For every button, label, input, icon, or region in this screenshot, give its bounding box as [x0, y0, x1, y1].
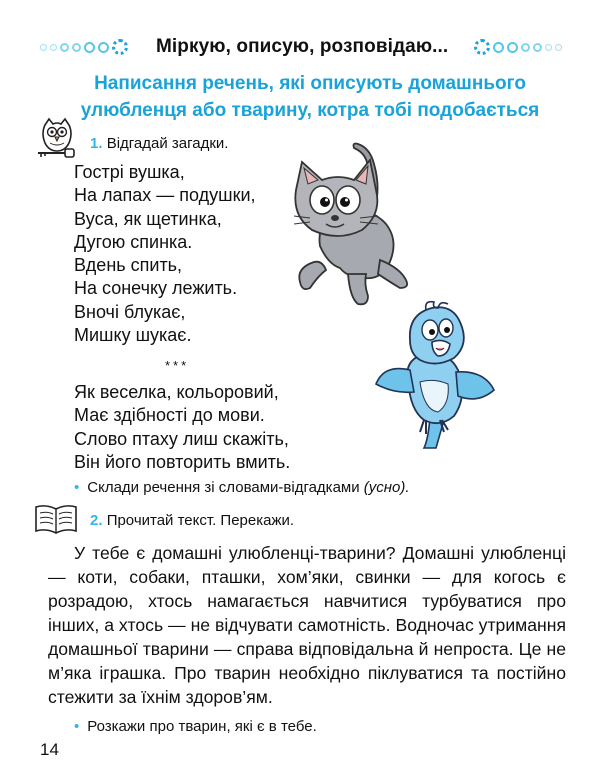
task-2-bullet [74, 718, 317, 735]
riddle-2 [74, 381, 290, 474]
decorative-dots-right [474, 39, 562, 55]
lesson-title-line-2: улюбленця або тварину, котра тобі подобається [80, 100, 540, 121]
riddle-line: Вночі блукає, [74, 301, 186, 322]
riddle-line: Гострі вушка, [74, 162, 185, 182]
riddle-separator: *** [165, 358, 190, 373]
riddle-line: Має здібності до мови. [74, 405, 265, 426]
reading-paragraph: У тебе є домашні улюбленці-тварини? Домашні улюбленці — коти, собаки, пташки, хом’яки, свинки — для когось є розрадою, хтось намагається навчитися турбуватися про інших, а хтось — не відчувати самотність. Водночас утримання домашньої тварини — справа відповідальна й непроста. Це не м’яка іграшка. Про тварин необхідно піклуватися та постійно стежити за їхнім здоров’ям. [48, 543, 566, 707]
bullet-note: (усно). [363, 479, 410, 496]
section-header [0, 34, 600, 62]
parrot-illustration [374, 300, 504, 455]
bullet-text: Склади речення зі словами-відгадками [87, 479, 360, 496]
riddle-line: Дугою спинка. [74, 231, 193, 252]
bullet-icon: • [74, 479, 80, 496]
task-2-number: 2. [90, 512, 103, 529]
decorative-dots-left [40, 39, 128, 55]
task-1-text: Відгадай загадки. [106, 135, 229, 152]
open-book-icon [34, 503, 78, 540]
section-title: Міркую, описую, розповідаю... [156, 36, 449, 57]
lesson-title [40, 70, 580, 124]
riddle-line: Як веселка, кольоровий, [74, 382, 279, 402]
task-2-instruction [90, 512, 294, 529]
task-1-number: 1. [90, 135, 103, 152]
riddle-line: Вдень спить, [74, 255, 183, 276]
page-number: 14 [40, 740, 59, 759]
bullet-icon: • [74, 718, 80, 735]
riddle-1 [74, 161, 256, 347]
riddle-line: Слово птаху лиш скажіть, [74, 428, 289, 449]
task-1-bullet [74, 479, 410, 496]
owl-icon [35, 115, 79, 164]
cat-illustration [288, 138, 423, 313]
riddle-line: На сонечку лежить. [74, 278, 238, 299]
riddle-line: Він його повторить вмить. [74, 451, 291, 472]
riddle-line: На лапах — подушки, [74, 185, 256, 206]
lesson-title-line-1: Написання речень, які описують домашнього [94, 73, 526, 94]
task-2-text: Прочитай текст. Перекажи. [106, 512, 295, 529]
riddle-line: Вуса, як щетинка, [74, 208, 222, 229]
riddle-line: Мишку шукає. [74, 325, 192, 346]
bullet-text: Розкажи про тварин, які є в тебе. [87, 718, 317, 735]
task-1-instruction [90, 135, 228, 152]
